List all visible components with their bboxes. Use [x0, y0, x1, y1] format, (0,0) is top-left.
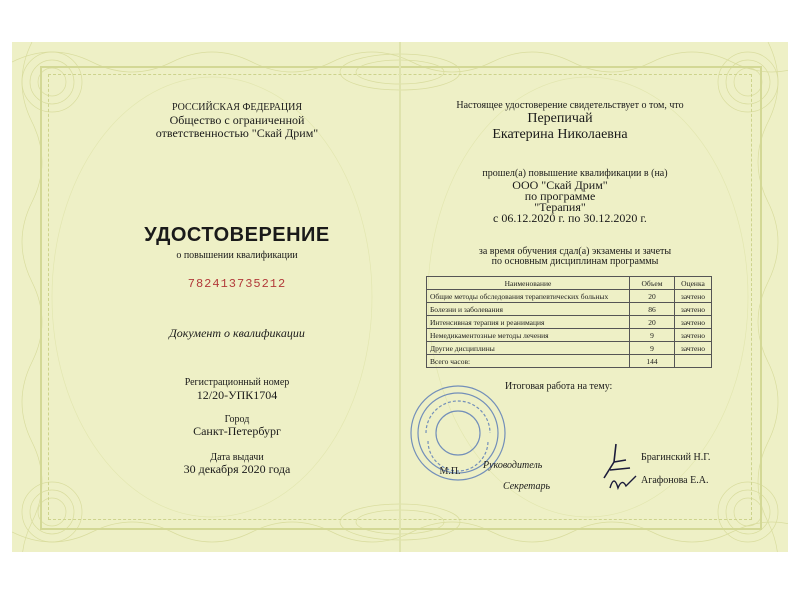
discipline-grade: зачтено	[675, 316, 712, 329]
training-org: ООО "Скай Дрим"	[512, 178, 608, 192]
discipline-name: Интенсивная терапия и реанимация	[427, 316, 630, 329]
issue-date-label: Дата выдачи	[210, 452, 264, 463]
program-name: "Терапия"	[534, 200, 586, 214]
org-name-line1: Общество с ограниченной	[169, 113, 305, 127]
discipline-name: Болезни и заболевания	[427, 303, 630, 316]
discipline-grade: зачтено	[675, 290, 712, 303]
discipline-name: Другие дисциплины	[427, 342, 630, 355]
table-row	[427, 342, 712, 355]
city-value: Санкт-Петербург	[193, 424, 281, 438]
issue-date-value: 30 декабря 2020 года	[183, 462, 291, 476]
by-program-label: по программе	[524, 189, 596, 203]
secretary-label: Секретарь	[503, 481, 551, 492]
intro-text: Настоящее удостоверение свидетельствует о том, что	[456, 100, 684, 111]
fold-line	[399, 42, 401, 552]
registration-number: 12/20-УПК1704	[196, 388, 278, 402]
header-grade: Оценка	[675, 277, 712, 290]
registration-label: Регистрационный номер	[184, 377, 290, 388]
head-name: Брагинский Н.Г.	[641, 452, 711, 463]
header-name: Наименование	[427, 277, 630, 290]
discipline-hours: 9	[630, 329, 675, 342]
secretary-name: Агафонова Е.А.	[641, 475, 709, 486]
holder-surname: Перепичай	[527, 111, 593, 126]
holder-name: Екатерина Николаевна	[492, 127, 628, 142]
discipline-hours: 20	[630, 316, 675, 329]
disciplines-table	[426, 276, 712, 368]
discipline-grade: зачтено	[675, 303, 712, 316]
document-title: УДОСТОВЕРЕНИЕ	[144, 224, 330, 246]
discipline-name: Немедикаментозные методы лечения	[427, 329, 630, 342]
table-total-row	[427, 355, 712, 368]
stamp-place-label: М.П.	[439, 466, 461, 477]
table-row	[427, 316, 712, 329]
discipline-hours: 20	[630, 290, 675, 303]
document-subtitle: о повышении квалификации	[176, 250, 298, 261]
document-type: Документ о квалификации	[169, 326, 305, 340]
discipline-hours: 86	[630, 303, 675, 316]
discipline-grade: зачтено	[675, 342, 712, 355]
secretary-signature	[606, 470, 640, 494]
exams-line1: за время обучения сдал(а) экзамены и зачеты	[478, 246, 672, 257]
exams-line2: по основным дисциплинам программы	[491, 256, 659, 267]
total-hours: 144	[630, 355, 675, 368]
discipline-grade: зачтено	[675, 329, 712, 342]
discipline-hours: 9	[630, 342, 675, 355]
passed-text: прошел(а) повышение квалификации в (на)	[482, 168, 668, 179]
org-name-line2: ответственностью "Скай Дрим"	[155, 126, 319, 140]
table-row	[427, 329, 712, 342]
table-row	[427, 303, 712, 316]
final-work-label: Итоговая работа на тему:	[505, 381, 613, 392]
serial-number: 782413735212	[187, 277, 287, 291]
header-volume: Объем	[630, 277, 675, 290]
discipline-name: Общие методы обследования терапевтических больных	[427, 290, 630, 303]
city-label: Город	[224, 414, 250, 425]
country-label: РОССИЙСКАЯ ФЕДЕРАЦИЯ	[171, 102, 303, 113]
total-label: Всего часов:	[427, 355, 630, 368]
head-label: Руководитель	[483, 460, 543, 471]
total-grade	[675, 355, 712, 368]
table-row	[427, 290, 712, 303]
training-period: с 06.12.2020 г. по 30.12.2020 г.	[493, 211, 647, 225]
table-header-row	[427, 277, 712, 290]
